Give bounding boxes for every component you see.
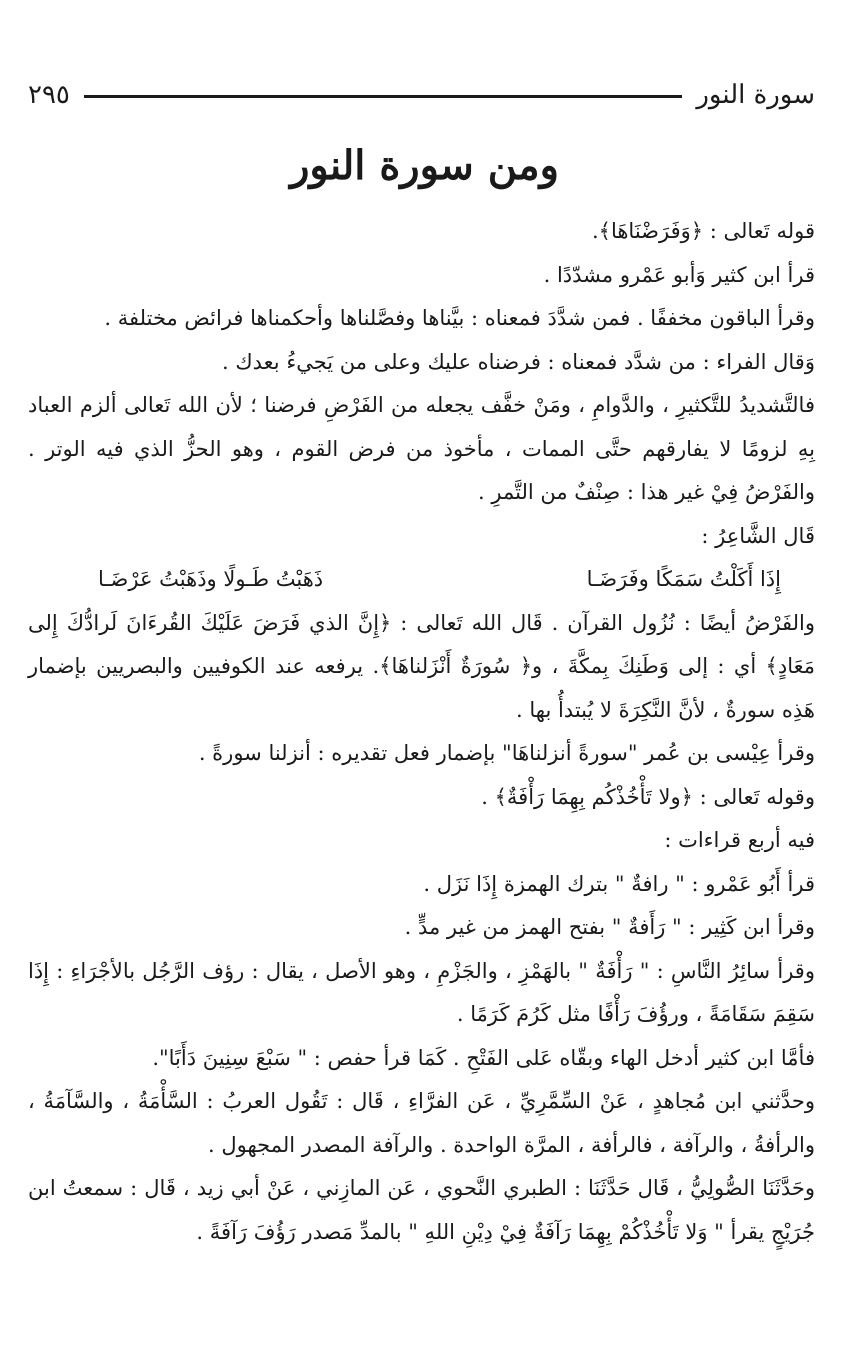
body-text xyxy=(28,210,815,1254)
paragraph: وقرأ ابن كَثِير : " رَأَفةٌ " بفتح الهمز من غير مدٍّ . xyxy=(404,915,815,939)
poetry-verse xyxy=(28,558,815,602)
header-surah-title: سورة النور xyxy=(696,80,815,110)
paragraph: قرأ ابن كثير وَأبو عَمْرو مشدّدًا . xyxy=(543,262,815,287)
paragraph: قرأ أَبُو عَمْرو : " رافةٌ " بترك الهمزة إِذَا نَزَل . xyxy=(423,871,815,896)
paragraph: وقرأ الباقون مخففًا . فمن شدَّدَ فمعناه : بيَّناها وفصَّلناها وأحكمناها فرائض مختلفة . xyxy=(104,306,815,330)
paragraph: فالتَّشديدُ للتَّكثيرِ ، والدَّوامِ ، ومَنْ خفَّف يجعله من الفَرْضِ فرضنا ؛ لأن الله تَعالى ألزم العباد بِهِ لزومًا لا يفارقهم حتَّى الممات ، مأخوذ من فرض القوم ، وهو الحزُّ الذي فيه الوتر . والفَرْضُ فِيْ غير هذا : صِنْفٌ من التَّمرِ . xyxy=(28,393,815,504)
page-number: ٢٩٥ xyxy=(28,80,70,110)
paragraph: فأمَّا ابن كثير أدخل الهاء وبقّاه عَلى الفَتْحِ . كَمَا قرأ حفص : " سَبْعَ سِنِينَ دَأَبًا". xyxy=(152,1045,815,1070)
verse-first-hemistich: إِذَا أَكَلْتُ سَمَكًا وفَرَضَـا xyxy=(586,567,781,591)
paragraph: وقرأ سائِرُ النَّاسِ : " رَأْفَةٌ " بالهَمْزِ ، والجَزْمِ ، وهو الأصل ، يقال : رؤف الرَّجُل بالأجْرَاءِ : إِذَا سَقِمَ سَقَامَةً ، ورؤُفَ رَأْفًا مثل كَرُمَ كَرَمًا . xyxy=(28,958,815,1026)
paragraph: وحدَّثني ابن مُجاهدٍ ، عَنْ السِّمَّرِيِّ ، عَن الفرَّاءِ ، قَال : تَقُول العربُ : السَّأْمَةُ ، والسَّآمَةُ ، والرأفةُ ، والرآفة ، فالرأفة ، المرَّة الواحدة . والرآفة المصدر المجهول . xyxy=(28,1089,815,1157)
paragraph: وقرأ عِيْسى بن عُمر "سورةً أنزلناهَا" بإضمار فعل تقديره : أنزلنا سورةً . xyxy=(198,741,815,765)
paragraph: فيه أربع قراءات : xyxy=(664,828,815,852)
chapter-title: ومن سورة النور xyxy=(290,142,559,189)
paragraph: وحَدَّثَنَا الصُّولِيُّ ، قَال حَدَّثَنَا : الطبري النَّحوي ، عَن المازِني ، عَنْ أبي زيد ، قَال : سمعتُ ابن جُرَيْجٍ يقرأ " وَلا تَأْخُذْكُمْ بِهِمَا رَآفَةٌ فِيْ دِيْنِ اللهِ " بالمدِّ مَصدر رَؤُفَ رَآفَةً . xyxy=(28,1176,815,1244)
paragraph: والفَرْضُ أيضًا : نُزُول القرآن . قَال الله تَعالى : ﴿إِنَّ الذي فَرَضَ عَلَيْكَ القُرءَانَ لَرادُّكَ إِلى مَعَادٍ﴾ أي : إلى وَطَنِكَ بِمكَّةَ ، و﴿ سُورَةٌ أَنْزَلناهَا﴾. يرفعه عند الكوفيين والبصريين بإضمار هَذِه سورةٌ ، لأنَّ النَّكِرَةَ لا يُبتدأُ بها . xyxy=(28,610,815,722)
paragraph: قوله تَعالى : ﴿وَفَرَضْنَاهَا﴾. xyxy=(591,219,815,243)
paragraph: وَقال الفراء : من شدَّد فمعناه : فرضناه عليك وعلى من يَجيءُ بعدك . xyxy=(221,349,815,374)
paragraph: وقوله تَعالى : ﴿ولا تَأْخُذْكُم بِهِمَا رَأْفَةٌ﴾ . xyxy=(481,784,815,809)
paragraph: قَال الشَّاعِرُ : xyxy=(701,523,815,548)
running-header xyxy=(28,78,815,112)
header-rule xyxy=(84,95,682,98)
verse-second-hemistich: ذَهَبْتُ طَـولًا وذَهَبْتُ عَرْضَـا xyxy=(98,567,324,591)
